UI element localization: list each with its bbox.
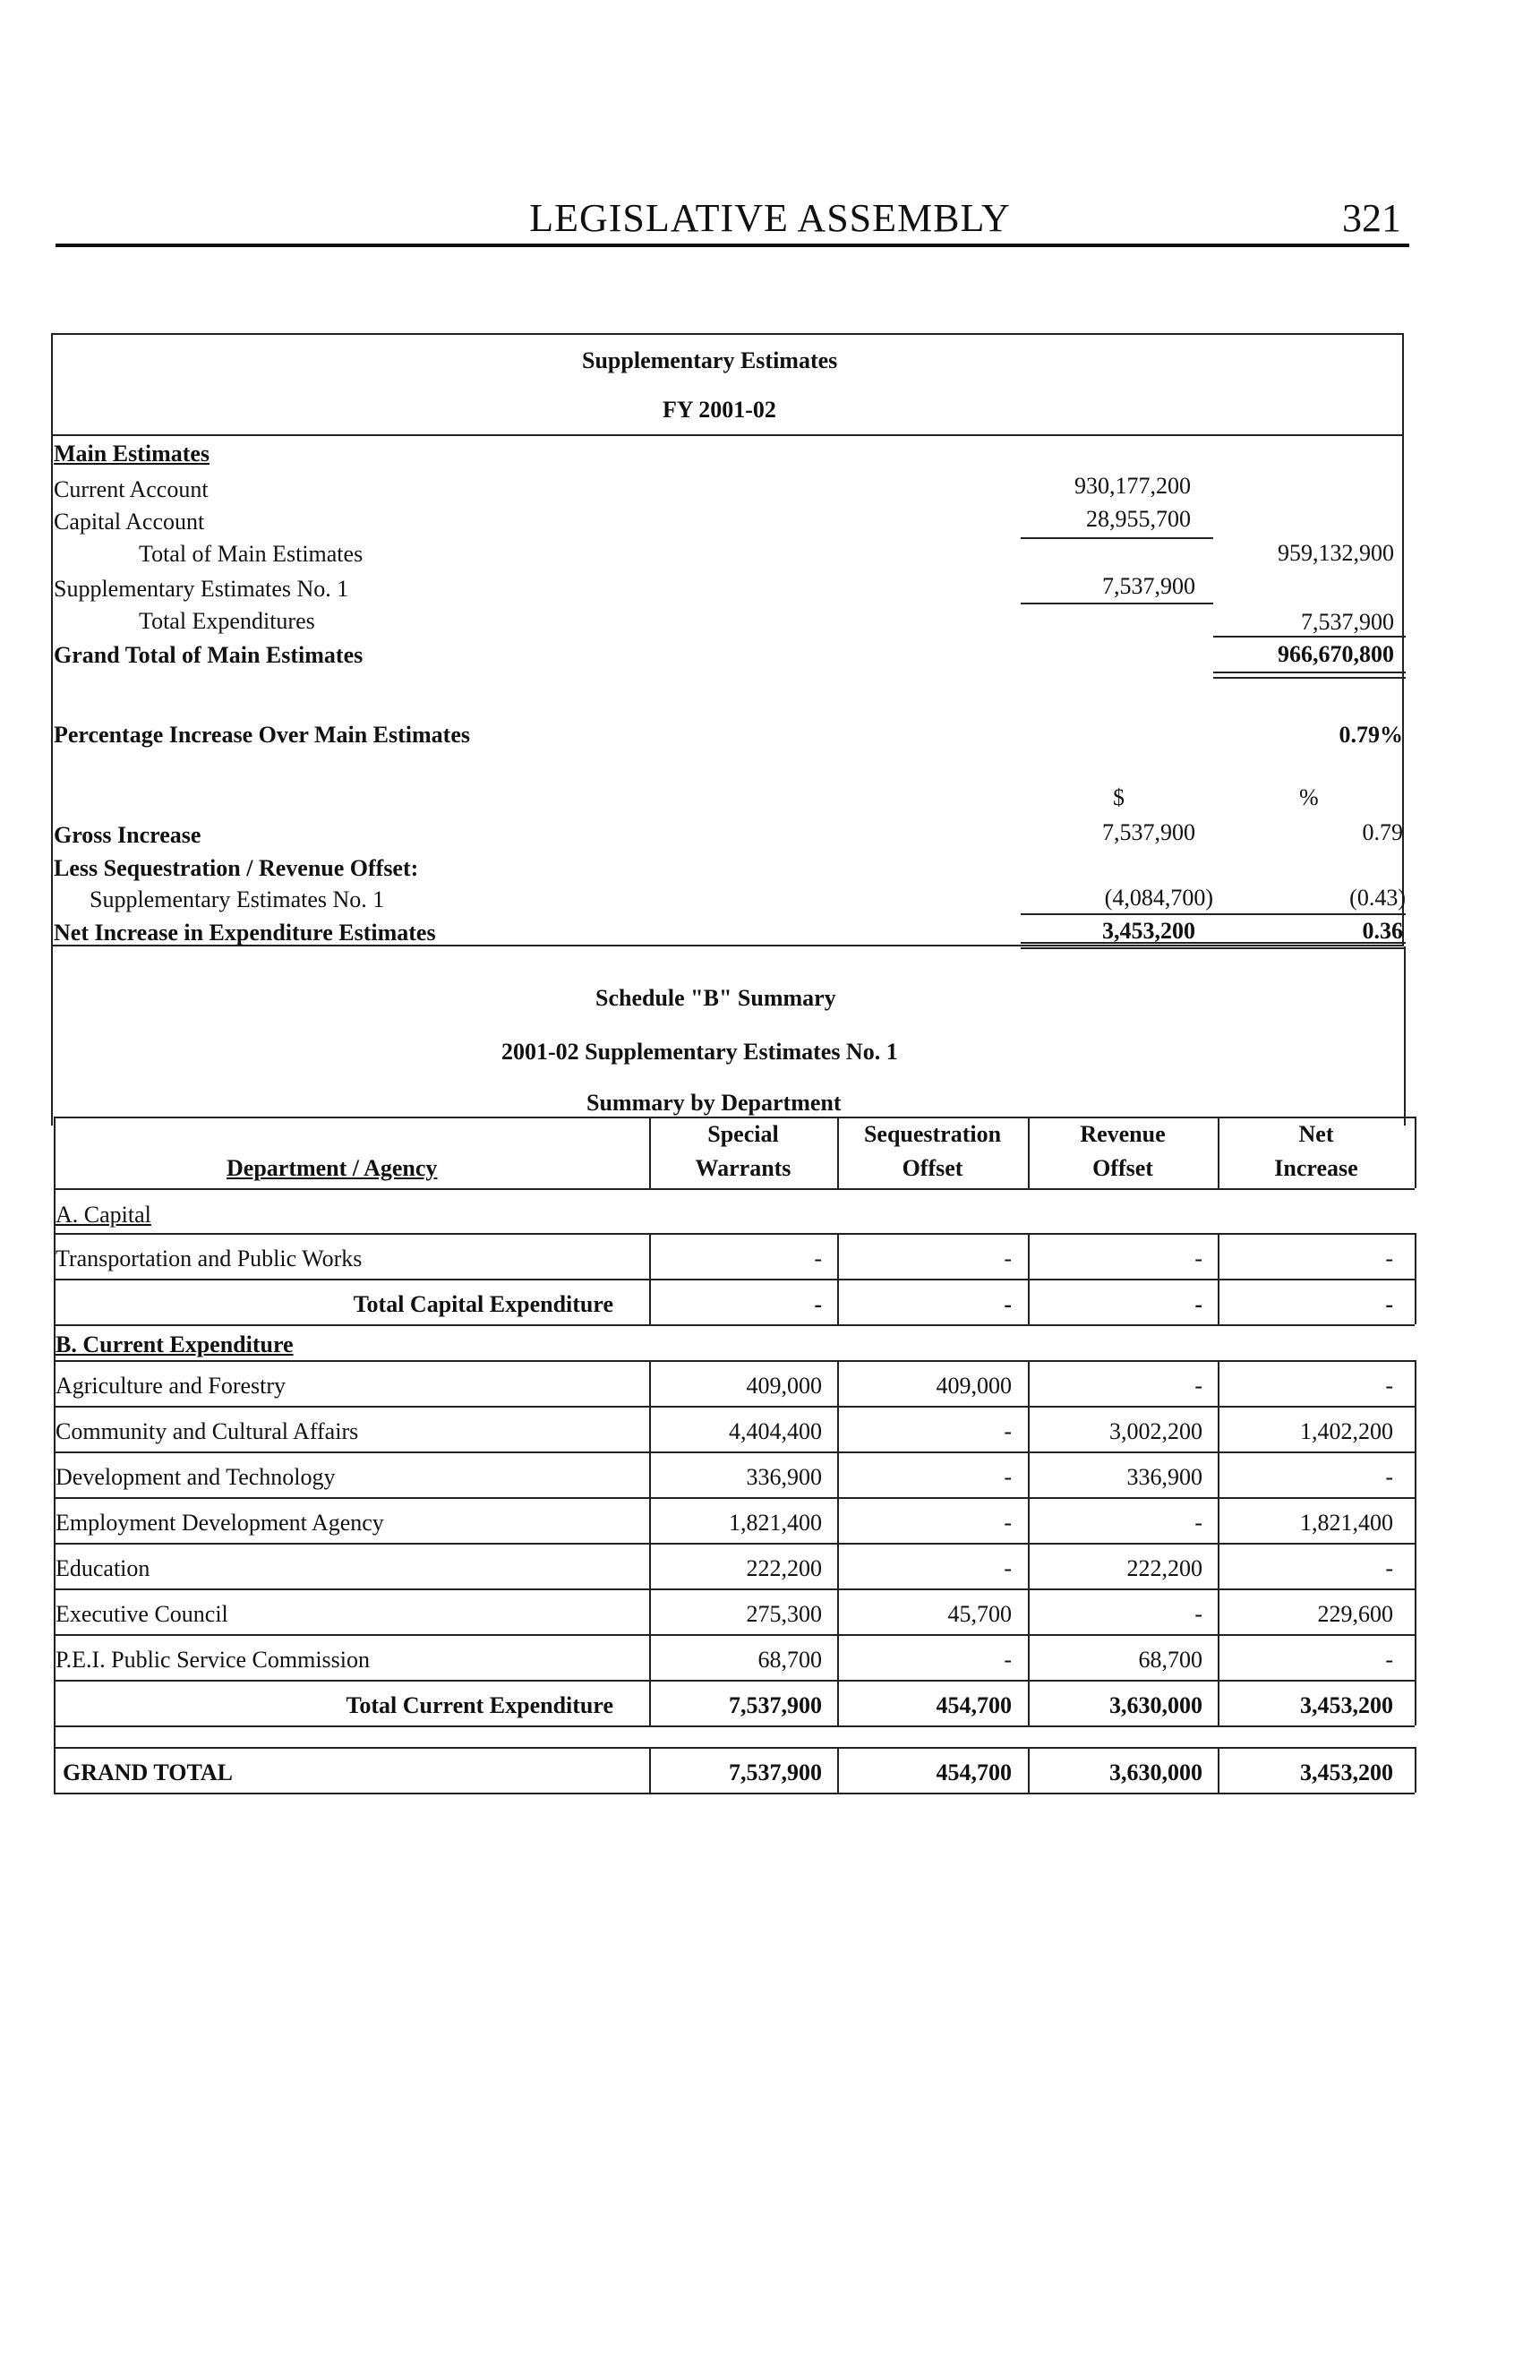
row-col-divider [837,1680,839,1725]
supp-divider [51,434,1404,436]
capital-row-rev: - [1194,1246,1202,1271]
row-col-divider [1415,1360,1416,1406]
current-row-rev: - [1194,1373,1202,1399]
current-row-net: 1,402,200 [1300,1418,1393,1444]
row-col-divider [837,1747,839,1793]
current-total-rev: 3,630,000 [1109,1692,1202,1718]
row-col-divider [837,1543,839,1588]
grand-total-seq: 454,700 [936,1759,1012,1785]
less-label: Less Sequestration / Revenue Offset: [54,855,419,881]
row-col-divider [837,1497,839,1543]
total-exp-underline [1213,636,1406,638]
schedule-title: Schedule "B" Summary [595,985,836,1011]
current-total-net: 3,453,200 [1300,1692,1393,1718]
grand-total-bottom-rule [54,1793,1415,1794]
row-rule [54,1360,1415,1362]
row-col-divider [1218,1747,1219,1793]
capital-row-label: Transportation and Public Works [56,1246,363,1271]
capital-heading: A. Capital [56,1202,151,1228]
current-row-seq: 45,700 [947,1601,1012,1627]
row-col-divider [1028,1634,1030,1680]
supp-title: Supplementary Estimates [582,347,838,373]
grand-total-underline-2 [1213,677,1406,679]
row-col-divider [1028,1588,1030,1634]
row-col-divider [649,1747,651,1793]
row-col-divider [649,1233,651,1279]
row-col-divider [1028,1233,1030,1279]
page-number: 321 [1342,196,1401,240]
current-row-rev: - [1194,1601,1202,1627]
grand-total-rev: 3,630,000 [1109,1759,1202,1785]
schedule-left-border [51,946,53,1126]
row-col-divider [1218,1451,1219,1497]
row-col-divider [1028,1279,1030,1324]
total-main-value: 959,132,900 [1278,540,1394,566]
current-row-seq: - [1004,1647,1012,1673]
row-col-divider [1415,1634,1416,1680]
row-col-divider [1218,1543,1219,1588]
supp-no1-underline [1021,603,1213,604]
current-row-rev: 3,002,200 [1109,1418,1202,1444]
row-col-divider [1415,1543,1416,1588]
row-col-divider [1218,1588,1219,1634]
row-col-divider [1028,1451,1030,1497]
current-row-label: Development and Technology [56,1464,336,1490]
row-col-divider [649,1360,651,1406]
grand-total-net: 3,453,200 [1300,1759,1393,1785]
current-row-net: 229,600 [1317,1601,1393,1627]
total-exp-value: 7,537,900 [1301,609,1394,635]
current-total-special: 7,537,900 [729,1692,822,1718]
header-col-divider [1415,1117,1416,1188]
row-col-divider [649,1497,651,1543]
header-dept: Department / Agency [227,1155,438,1181]
row-col-divider [1415,1588,1416,1634]
current-account-value: 930,177,200 [1074,473,1191,499]
row-col-divider [1218,1233,1219,1279]
row-rule [54,1588,1415,1590]
row-rule [54,1279,1415,1280]
row-col-divider [1415,1747,1416,1793]
row-col-divider [1415,1497,1416,1543]
grand-total-label: GRAND TOTAL [63,1759,233,1785]
supp-no1-label: Supplementary Estimates No. 1 [54,576,349,602]
header-rule [56,244,1409,247]
current-row-net: 1,821,400 [1300,1510,1393,1536]
row-rule [54,1543,1415,1545]
current-total-label: Total Current Expenditure [346,1692,613,1718]
current-row-seq: - [1004,1555,1012,1581]
row-col-divider [1415,1406,1416,1451]
current-row-label: Agriculture and Forestry [56,1373,287,1399]
row-rule [54,1497,1415,1499]
net-increase-label: Net Increase in Expenditure Estimates [54,920,436,946]
current-row-label: Executive Council [56,1601,228,1627]
row-col-divider [1415,1680,1416,1725]
current-row-net: - [1385,1373,1393,1399]
schedule-right-border [1404,946,1406,1126]
schedule-subtitle-2: Summary by Department [586,1090,842,1116]
current-row-label: Employment Development Agency [56,1510,384,1536]
current-row-net: - [1385,1647,1393,1673]
current-row-net: - [1385,1555,1393,1581]
capital-row-net: - [1385,1246,1393,1271]
current-row-rev: 336,900 [1126,1464,1202,1490]
schedule-subtitle: 2001-02 Supplementary Estimates No. 1 [501,1039,898,1065]
row-col-divider [649,1279,651,1324]
row-rule [54,1451,1415,1453]
supp-fy: FY 2001-02 [663,397,776,423]
row-col-divider [837,1406,839,1451]
row-col-divider [1028,1406,1030,1451]
current-row-label: P.E.I. Public Service Commission [56,1647,370,1673]
table-left-border [54,1117,56,1793]
header-net1: Net [1298,1121,1334,1147]
row-rule [54,1233,1415,1235]
current-row-seq: - [1004,1510,1012,1536]
page-header-title: LEGISLATIVE ASSEMBLY [529,196,1011,240]
current-row-special: 275,300 [746,1601,822,1627]
current-row-rev: - [1194,1510,1202,1536]
net-increase-amount: 3,453,200 [1102,918,1195,944]
row-rule [54,1680,1415,1682]
less-supp-label: Supplementary Estimates No. 1 [90,886,385,912]
net-increase-pct: 0.36 [1362,918,1403,944]
capital-total-seq: - [1004,1291,1012,1317]
less-amount-underline [1021,913,1213,915]
less-supp-pct: (0.43) [1349,885,1406,911]
capital-total-special: - [814,1291,822,1317]
header-bottom-rule [54,1188,1415,1190]
col-dollar-label: $ [1113,784,1125,810]
row-rule [54,1634,1415,1636]
gross-increase-pct: 0.79 [1362,819,1403,845]
main-estimates-heading: Main Estimates [54,441,210,467]
capital-account-value: 28,955,700 [1086,506,1191,532]
gross-increase-amount: 7,537,900 [1102,819,1195,845]
capital-total-net: - [1385,1291,1393,1317]
header-special1: Special [707,1121,779,1147]
row-col-divider [1218,1360,1219,1406]
row-col-divider [1028,1543,1030,1588]
header-seq1: Sequestration [863,1121,1002,1147]
grand-total-main-value: 966,670,800 [1278,641,1394,667]
row-col-divider [1218,1279,1219,1324]
current-row-rev: 68,700 [1138,1647,1202,1673]
less-supp-amount: (4,084,700) [1104,885,1213,911]
current-row-seq: - [1004,1464,1012,1490]
row-col-divider [1415,1233,1416,1279]
row-col-divider [649,1588,651,1634]
current-row-label: Community and Cultural Affairs [56,1418,359,1444]
capital-row-seq: - [1004,1246,1012,1271]
row-rule [54,1406,1415,1408]
current-row-seq: - [1004,1418,1012,1444]
row-col-divider [1028,1360,1030,1406]
row-col-divider [837,1233,839,1279]
current-row-seq: 409,000 [936,1373,1012,1399]
net-underline-1 [1021,942,1406,944]
pct-increase-value: 0.79% [1339,722,1403,748]
current-row-net: - [1385,1464,1393,1490]
grand-total-main-label: Grand Total of Main Estimates [54,642,364,668]
row-col-divider [649,1451,651,1497]
row-col-divider [837,1451,839,1497]
header-top-rule [54,1117,1415,1118]
row-col-divider [837,1279,839,1324]
total-main-label: Total of Main Estimates [139,541,364,567]
header-rev1: Revenue [1080,1121,1166,1147]
header-seq2: Offset [902,1155,963,1181]
supp-no1-value: 7,537,900 [1102,573,1195,599]
current-account-label: Current Account [54,476,209,502]
row-col-divider [1028,1497,1030,1543]
row-col-divider [1218,1634,1219,1680]
row-col-divider [649,1680,651,1725]
current-row-special: 1,821,400 [729,1510,822,1536]
row-col-divider [1218,1406,1219,1451]
header-rev2: Offset [1092,1155,1153,1181]
current-heading: B. Current Expenditure [56,1331,294,1357]
row-col-divider [1415,1279,1416,1324]
row-col-divider [837,1634,839,1680]
capital-account-label: Capital Account [54,509,205,535]
current-total-bottom-rule [54,1725,1415,1727]
row-col-divider [837,1360,839,1406]
row-col-divider [1218,1497,1219,1543]
capital-total-label: Total Capital Expenditure [353,1291,613,1317]
row-col-divider [837,1588,839,1634]
current-row-special: 222,200 [746,1555,822,1581]
row-col-divider [1218,1680,1219,1725]
pct-increase-label: Percentage Increase Over Main Estimates [54,722,470,748]
net-underline-2 [1021,947,1406,949]
row-col-divider [1415,1451,1416,1497]
capital-total-bottom-rule [54,1324,1415,1326]
current-row-rev: 222,200 [1126,1555,1202,1581]
current-row-special: 409,000 [746,1373,822,1399]
capital-underline [1021,537,1213,539]
total-exp-label: Total Expenditures [139,608,315,634]
row-col-divider [649,1634,651,1680]
col-pct-label: % [1299,784,1319,810]
current-row-label: Education [56,1555,150,1581]
row-col-divider [1028,1680,1030,1725]
row-col-divider [649,1543,651,1588]
current-row-special: 68,700 [757,1647,822,1673]
current-total-seq: 454,700 [936,1692,1012,1718]
row-col-divider [1028,1747,1030,1793]
grand-total-underline-1 [1213,672,1406,673]
row-rule [54,1747,1415,1749]
capital-total-rev: - [1194,1291,1202,1317]
gross-increase-label: Gross Increase [54,822,201,848]
grand-total-special: 7,537,900 [729,1759,822,1785]
current-row-special: 336,900 [746,1464,822,1490]
row-col-divider [649,1406,651,1451]
capital-row-special: - [814,1246,822,1271]
header-net2: Increase [1274,1155,1358,1181]
less-pct-underline [1213,913,1406,915]
current-row-special: 4,404,400 [729,1418,822,1444]
header-special2: Warrants [695,1155,791,1181]
